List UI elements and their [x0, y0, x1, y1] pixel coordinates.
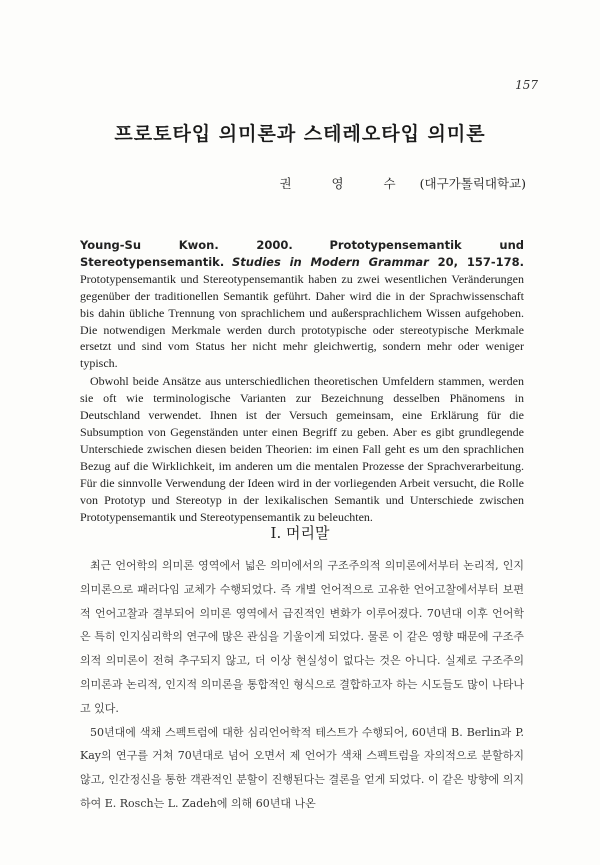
author-line	[279, 174, 526, 192]
article-title: 프로토타입 의미론과 스테레오타입 의미론	[114, 123, 486, 145]
body-text	[80, 554, 524, 816]
citation-title: Prototypensemantik und Stereotypensemantik.	[80, 238, 524, 269]
body-paragraph-1: 최근 언어학의 의미론 영역에서 넓은 의미에서의 구조주의적 의미론에서부터 논리적, 인지의미론으로 패러다임 교체가 수행되었다. 즉 개별 언어적으로 고유한 언어고찰에서부터 보편적 언어고찰과 결부되어 의미론 영역에서 급진적인 변화가 이루어졌다. 70년대 이후 언어학은 특히 인지심리학의 연구에 많은 관심을 기울이게 되었다. 물론 이 같은 영향 때문에 구조주의적 의미론이 전혀 추구되지 않고, 더 이상 현실성이 없다는 것은 아니다. 실제로 구조주의 의미론과 논리적, 인지적 의미론을 통합적인 형식으로 결합하고자 하는 시도들도 많이 나타나고 있다.	[80, 559, 524, 715]
author-affiliation: (대구가톨릭대학교)	[419, 176, 526, 191]
section-heading: I. 머리말	[270, 524, 330, 542]
citation-journal: Studies in Modern Grammar	[232, 254, 429, 269]
author-name: 권 영 수	[279, 176, 414, 191]
citation-author: Young-Su Kwon. 2000.	[80, 238, 293, 252]
citation-pages: 20, 157-178.	[428, 254, 524, 269]
abstract	[80, 237, 524, 525]
abstract-paragraph-1	[80, 237, 524, 372]
abstract-text-1: Prototypensemantik und Stereotypensemantik haben zu zwei wesentlichen Veränderungen gegenüber der traditionellen Semantik geführt. Daher wird die in der Sprachwissenschaft bis dahin übliche Trennung von sprachlichem und außersprachlichem Wissen aufgehoben. Die notwendigen Merkmale werden durch prototypische oder stereotypische Merkmale ersetzt und sind vom Status her nicht mehr gleichwertig, sondern mehr oder weniger typisch.	[80, 271, 524, 371]
page-number: 157	[515, 78, 538, 92]
body-paragraph-2: 50년대에 색채 스펙트럼에 대한 심리언어학적 테스트가 수행되어, 60년대 B. Berlin과 P. Kay의 연구를 거쳐 70년대로 넘어 오면서 제 언어가 색채 스펙트럼을 자의적으로 분할하지 않고, 인간정신을 통한 객관적인 분할이 진행된다는 결론을 얻게 되었다. 이 같은 방향에 의지하여 E. Rosch는 L. Zadeh에 의해 60년대 나온	[80, 725, 524, 810]
abstract-paragraph-2: Obwohl beide Ansätze aus unterschiedlichen theoretischen Umfeldern stammen, werden sie oft wie terminologische Varianten zur Bezeichnung desselben Phänomens in Deutschland verwendet. Ihnen ist der Versuch gemeinsam, eine Erklärung für die Subsumption von Gegenständen unter einen Begriff zu geben. Aber es gibt grundlegende Unterschiede zwischen diesen beiden Theorien: im einen Fall geht es um den sprachlichen Bezug auf die Wirklichkeit, im anderen um die mentalen Prozesse der Sprachverarbeitung. Für die sinnvolle Verwendung der Ideen wird in der vorliegenden Arbeit versucht, die Rolle von Prototyp und Stereotyp in der lexikalischen Semantik und Unterschiede zwischen Prototypensemantik und Stereotypensemantik zu beleuchten.	[80, 374, 524, 524]
